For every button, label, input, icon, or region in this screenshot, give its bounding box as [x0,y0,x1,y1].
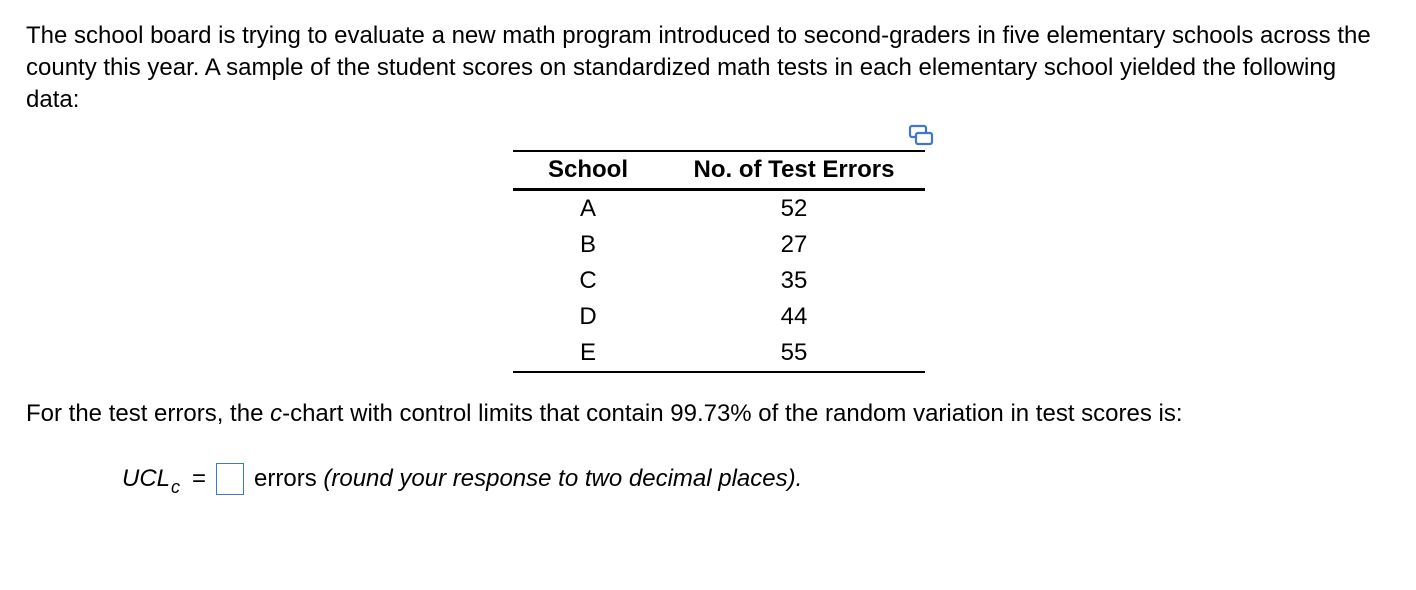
errors-cell: 35 [780,267,808,294]
question-prefix: For the test errors, the [26,400,271,427]
ucl-answer-row [122,460,802,498]
table-header-row [513,151,925,190]
question-text [26,398,1183,430]
problem-intro: The school board is trying to evaluate a new math program introduced to second-graders in five elementary schools across the county this year. A sample of the student scores on standardized math tests in each elementary school yielded the following data: [26,22,1371,113]
table-row [513,263,925,299]
errors-cell: 52 [780,195,808,222]
table-row [513,227,925,263]
school-cell: A [579,195,596,222]
school-cell: C [579,267,597,294]
unit-label: errors [254,465,317,492]
school-cell: E [513,335,663,372]
school-cell: B [579,231,596,258]
errors-cell: 55 [663,335,925,372]
errors-cell: 27 [780,231,808,258]
school-errors-table [513,150,925,373]
copy-table-icon[interactable] [908,124,934,146]
table-row [513,335,925,372]
table-row [513,299,925,335]
errors-column-header: No. of Test Errors [663,151,925,190]
errors-cell: 44 [780,303,808,330]
question-emphasis: c [270,400,283,427]
table-row [513,190,925,228]
ucl-answer-input[interactable] [216,463,244,495]
rounding-instruction: (round your response to two decimal places). [323,465,803,492]
school-cell: D [579,303,597,330]
equals-sign: = [192,465,207,492]
ucl-subscript: c [171,476,181,497]
ucl-label: UCL [122,465,171,492]
question-suffix: -chart with control limits that contain 99.73% of the random variation in test scores is: [282,400,1183,427]
school-column-header: School [513,151,663,190]
